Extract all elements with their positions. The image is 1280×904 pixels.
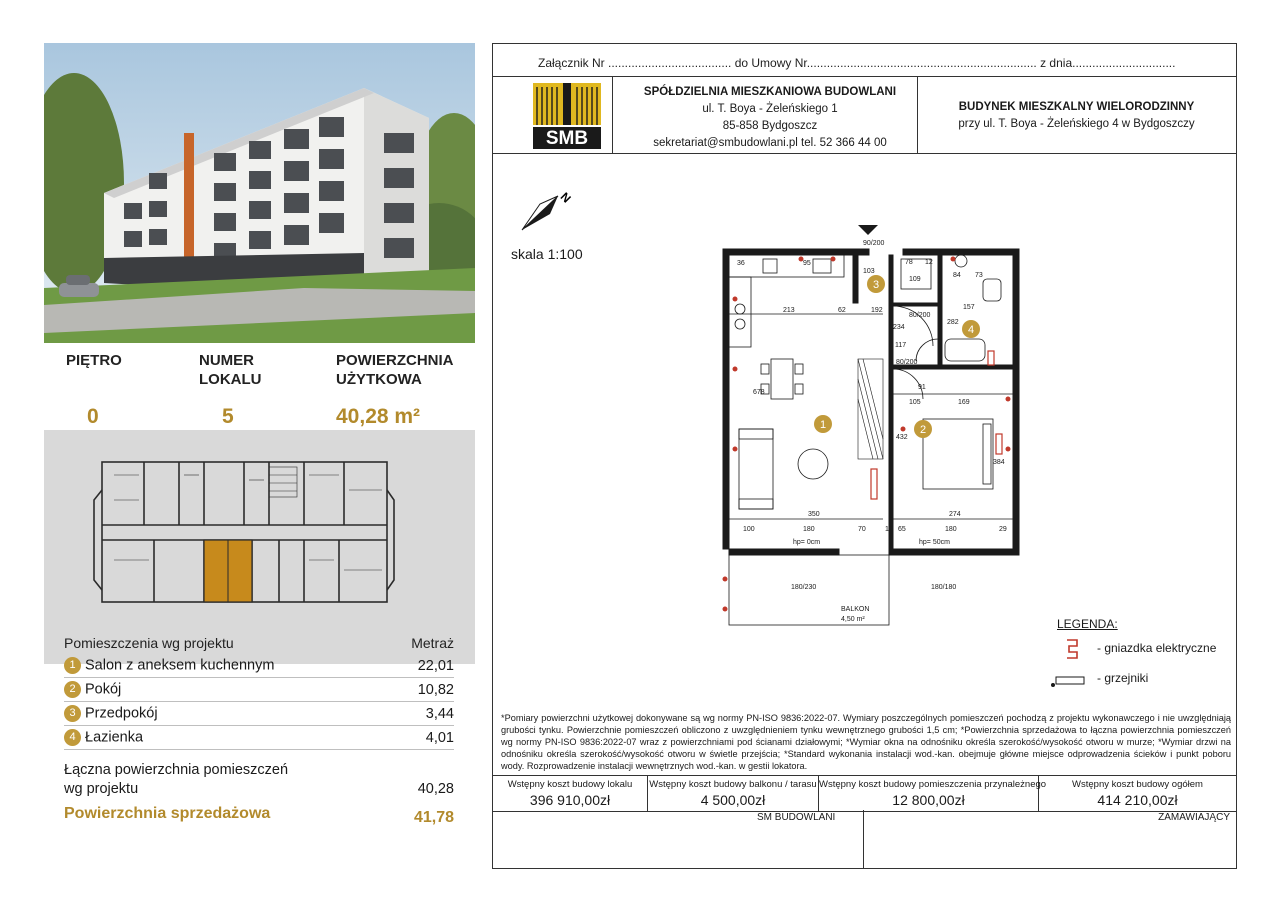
dim: 12 [885,526,893,533]
cost-value: 4 500,00zł [700,792,766,808]
cost-cell [1039,776,1236,811]
room-marker-3: 3 [872,279,880,291]
unit-label-line2: LOKALU [199,371,262,388]
total-area [64,761,454,799]
coop-city: 85-858 Bydgoszcz [722,120,818,132]
room-name: Pokój [85,681,122,698]
dim: 36 [737,260,745,267]
dim: 84 [953,272,961,279]
plan-sheet [492,43,1237,869]
balcony-area: 4,50 m² [841,616,865,623]
dim: 678 [753,389,765,396]
cost-value: 414 210,00zł [1097,792,1178,808]
dim: 180 [945,526,957,533]
room-number-badge: 3 [64,705,81,722]
room-area: 10,82 [417,682,454,698]
annex-line: Załącznik Nr ..................................... do Umowy Nr..................................................................... z dnia............................... [538,56,1176,70]
apartment-floor-plan [713,219,1033,634]
dim: 62 [838,307,846,314]
area-label-line1: POWIERZCHNIA [336,352,454,369]
room-marker-2: 2 [919,424,927,436]
north-compass-icon [518,184,578,234]
cost-cell [493,776,648,811]
room-number-badge: 2 [64,681,81,698]
unit-label-line1: NUMER [199,352,254,369]
total-value: 40,28 [417,781,454,797]
cost-value: 12 800,00zł [892,792,965,808]
area-value: 40,28 m² [336,405,421,428]
room-name: Przedpokój [85,705,158,722]
dim: 180/230 [791,584,817,591]
dim: 70 [858,526,866,533]
building-title: BUDYNEK MIESZKALNY WIELORODZINNY [958,101,1195,113]
dim: 192 [871,307,883,314]
dim: 105 [909,399,921,406]
dim: 169 [958,399,970,406]
building-address: przy ul. T. Boya - Żeleńskiego 4 w Bydgoszczy [958,118,1195,130]
logo-text: SMB [545,128,589,149]
room-area: 4,01 [425,730,454,746]
dim: 234 [893,324,905,331]
room-name: Łazienka [85,729,144,746]
sale-label: Powierzchnia sprzedażowa [64,805,271,822]
dim: 117 [895,342,907,349]
cost-label: Wstępny koszt budowy ogółem [1072,779,1203,790]
room-marker-4: 4 [967,324,975,336]
floor-outline-drawing [44,430,475,664]
unit-value: 5 [222,405,234,428]
legend-socket: - gniazdka elektryczne [1097,641,1217,655]
cost-value: 396 910,00zł [529,792,611,808]
room-number-badge: 1 [64,657,81,674]
floor-label: PIĘTRO [66,352,122,369]
sale-area [64,805,454,826]
cost-label: Wstępny koszt budowy lokalu [507,779,633,790]
dim: 80/200 [896,359,918,366]
smb-logo [533,83,601,149]
dim: 78 [905,259,913,266]
total-label-line1: Łączna powierzchnia pomieszczeń [64,762,289,778]
sale-value: 41,78 [413,809,454,826]
dim: hp= 0cm [793,539,821,546]
north-label: N [557,189,574,206]
legend-radiator: - grzejniki [1097,671,1149,685]
floor-value: 0 [87,405,99,428]
building-info [917,99,1236,133]
dim: 282 [947,319,959,326]
unit-label [199,351,262,389]
dim: 180/180 [931,584,957,591]
room-name: Salon z aneksem kuchennym [85,657,275,674]
room-area: 3,44 [425,706,454,722]
legend-title: LEGENDA: [1057,617,1118,631]
area-label-line2: UŻYTKOWA [336,371,422,388]
dim: 213 [783,307,795,314]
building-render-image [44,43,475,343]
dim: 180 [803,526,815,533]
cost-cell [819,776,1047,811]
rooms-header-name: Pomieszczenia wg projektu [64,635,234,651]
room-marker-1: 1 [819,419,827,431]
dim: 65 [898,526,906,533]
coop-street: ul. T. Boya - Żeleńskiego 1 [702,103,838,115]
sheet-header [493,76,1236,154]
room-row [64,679,454,702]
dim: 350 [808,511,820,518]
cost-label: Wstępny koszt budowy balkonu / tarasu [649,779,817,790]
sign-left-label: SM BUDOWLANI [757,812,836,823]
socket-legend-icon [1063,638,1083,662]
dim: 157 [963,304,975,311]
dim: 80/200 [909,312,931,319]
dim: 73 [975,272,983,279]
dim: 90/200 [863,240,885,247]
dim: 12 [925,259,933,266]
dim: 100 [743,526,755,533]
dim: 384 [993,459,1005,466]
measurement-note: *Pomiary powierzchni użytkowej dokonywane są wg normy PN-ISO 9836:2022-07. Wymiary poszczególnych pomieszczeń pochodzą z projektu wykonawczego i nie uwzględniają grubości tynku. Powierzchnie pomieszczeń obliczono z uwzględnieniem tynku wewnętrznego grubości 1,5 cm; *Powierzchnia sprzedażowa to łączna powierzchnia pomieszczeń wg normy PN-ISO 9836:2022-07 wraz z powierzchniami pod ścianami działowymi; *Wymiar okna na odnośniku określa szerokość/wysokość otworu w murze; *Wymiar drzwi na odnośniku określa szerokość/wysokość otworu w świetle przejścia; *Standard wykonania instalacji wod.-kan. obejmuje główne miejsce odprowadzenia ścieków i punkt poboru wody. Rozprowadzenie instalacji wewnętrznych wod.-kan. w gestii lokatora. [501,713,1231,771]
dim: 91 [918,384,926,391]
area-label [336,351,454,389]
radiator-legend-icon [1050,671,1090,691]
coop-contact: sekretariat@smbudowlani.pl tel. 52 366 44 00 [653,137,887,149]
room-number-badge: 4 [64,729,81,746]
room-row [64,703,454,726]
dim: 432 [896,434,908,441]
dim: hp= 50cm [919,539,950,546]
cost-table [493,775,1236,812]
dim: 103 [863,268,875,275]
cost-cell [648,776,819,811]
coop-name: SPÓŁDZIELNIA MIESZKANIOWA BUDOWLANI [643,86,897,98]
cost-label: Wstępny koszt budowy pomieszczenia przynależnego [819,779,1047,790]
sign-right-label: ZAMAWIAJĄCY [1158,812,1230,823]
building-illustration [44,43,475,343]
dim: 274 [949,511,961,518]
room-row [64,727,454,750]
dim: 29 [999,526,1007,533]
room-row [64,655,454,678]
dim: 109 [909,276,921,283]
left-panel [44,43,475,869]
total-label-line2: wg projektu [64,781,139,797]
balcony-label: BALKON [841,606,870,613]
room-area: 22,01 [417,658,454,674]
dim: 95 [803,260,811,267]
coop-info [623,84,917,152]
signature-area [493,810,1236,868]
rooms-header-area: Metraż [411,635,454,651]
entrance-marker-icon [858,225,878,235]
scale-label: skala 1:100 [511,246,583,262]
floor-key-plan [44,430,475,664]
rooms-table-header [64,635,454,651]
